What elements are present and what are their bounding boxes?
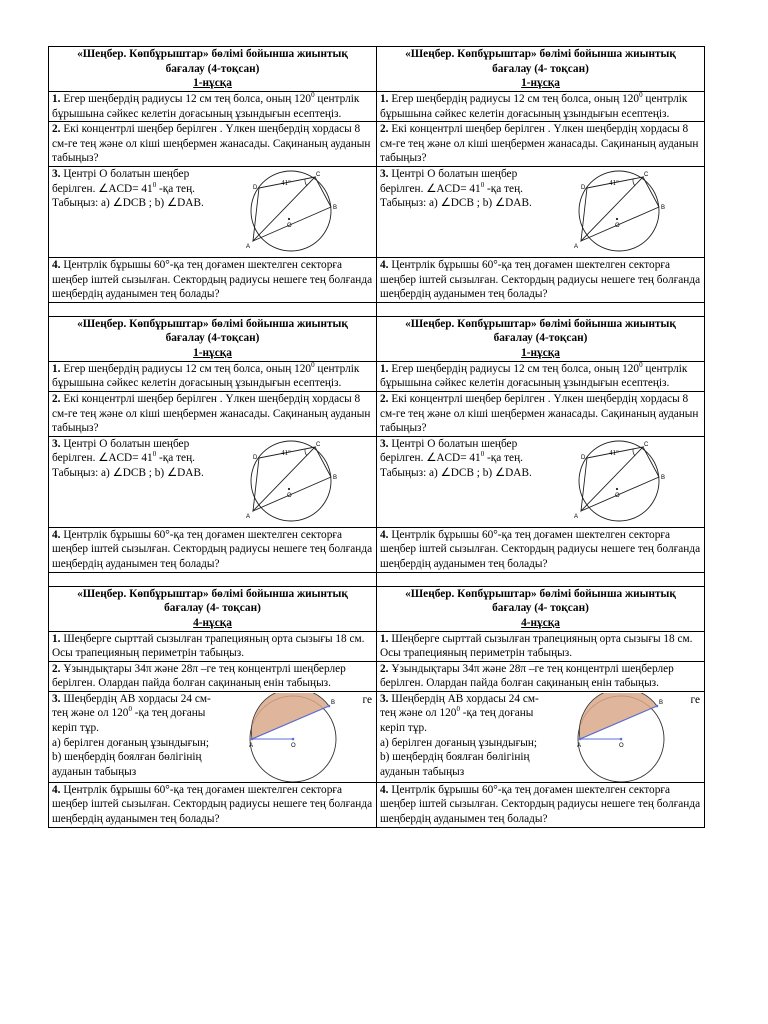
svg-text:A: A [577,742,582,749]
question-2-row [49,391,705,436]
assessment-sheet [48,46,705,828]
header-subtitle: бағалау (4-тоқсан) [165,332,260,345]
svg-text:O: O [291,742,296,749]
svg-text:41°: 41° [281,448,291,457]
wrapped-suffix: ге [690,693,700,706]
question-2: 2. Екі концентрлі шеңбер берілген . Үлкен шеңбердің хордасы 8 см-ге тең және ол кіші шеңбермен жанасады. Сақинаның ауданын табыңыз? [49,122,377,167]
question-3-row [49,691,705,782]
question-4-row [49,782,705,827]
question-2: 2. Ұзындықтары 34π және 28π –ге тең концентрлі шеңберлер берілген. Олардан пайда болған сақинаның енін табыңыз. [377,661,705,691]
svg-text:A: A [574,243,579,250]
svg-text:41°: 41° [609,178,619,187]
svg-text:D: D [253,454,258,461]
svg-text:A: A [246,243,251,250]
svg-text:O: O [619,742,624,749]
header-title: «Шеңбер. Көпбұрыштар» бөлімі бойынша жиынтық [405,317,676,330]
svg-text:41°: 41° [609,448,619,457]
question-2: 2. Ұзындықтары 34π және 28π –ге тең концентрлі шеңберлер берілген. Олардан пайда болған сақинаның енін табыңыз. [49,661,377,691]
question-4-row [49,257,705,302]
question-4: 4. Центрлік бұрышы 60°-қа тең доғамен шектелген секторға шеңбер іштей сызылған. Сектордың радиусы нешеге тең болғанда шеңбердің ауданымен тең болады? [49,782,377,827]
svg-text:O: O [287,222,292,229]
circle-inscribed-angle-figure [569,439,669,523]
card-header-right [377,586,705,631]
wrapped-suffix: ге [362,693,372,706]
question-3: 3. Центрі О болатын шеңбер берілген. ∠ACD= $41^0$ -қа тең. Табыңыз: а) ∠DCB ; b) ∠DAB. 41° D C O A B [49,166,377,257]
card-header-left [49,47,377,92]
header-subtitle: бағалау (4- тоқсан) [492,62,589,75]
question-4: 4. Центрлік бұрышы 60°-қа тең доғамен шектелген секторға шеңбер іштей сызылған. Сектордың радиусы нешеге тең болғанда шеңбердің ауданымен тең болады? [377,782,705,827]
question-3: ге 3. Шеңбердің АВ хордасы 24 см- тең және ол $120^0$ -қа тең доғаны керіп тұр. а) берілген доғаның ұзындығын; b) шеңбердің боялған бөлігінің ауданын табыңыз A B O [377,691,705,782]
question-1-row [49,361,705,391]
card-header-left [49,586,377,631]
svg-text:D: D [581,454,586,461]
question-1-row [49,92,705,122]
svg-text:B: B [661,474,666,481]
question-4: 4. Центрлік бұрышы 60°-қа тең доғамен шектелген секторға шеңбер іштей сызылған. Сектордың радиусы нешеге тең болғанда шеңбердің ауданымен тең болады? [49,527,377,572]
header-title: «Шеңбер. Көпбұрыштар» бөлімі бойынша жиынтық [405,587,676,600]
card-header-left [49,316,377,361]
card-header-right [377,47,705,92]
variant-label: 1-нұсқа [193,77,232,90]
question-4-row [49,527,705,572]
header-title: «Шеңбер. Көпбұрыштар» бөлімі бойынша жиынтық [405,48,676,60]
question-1: 1. Егер шеңбердің радиусы 12 см тең болса, оның $120^0$ центрлік бұрышына сәйкес келетін доғасының ұзындығын есептеңіз. [377,361,705,391]
circle-segment-figure [577,693,667,783]
question-4: 4. Центрлік бұрышы 60°-қа тең доғамен шектелген секторға шеңбер іштей сызылған. Сектордың радиусы нешеге тең болғанда шеңбердің ауданымен тең болады? [377,527,705,572]
question-3: 3. Центрі О болатын шеңбер берілген. ∠ACD= $41^0$ -қа тең. Табыңыз: а) ∠DCB ; b) ∠DAB. 41° D C O A B [377,436,705,527]
question-1: 1. Шеңберге сырттай сызылған трапецияның орта сызығы 18 см. Осы трапецияның периметрін табыңыз. [377,631,705,661]
question-1-row [49,631,705,661]
circle-segment-figure [249,693,339,783]
svg-text:A: A [249,742,254,749]
question-4: 4. Центрлік бұрышы 60°-қа тең доғамен шектелген секторға шеңбер іштей сызылған. Сектордың радиусы нешеге тең болғанда шеңбердің ауданымен тең болады? [49,257,377,302]
variant-label: 1-нұсқа [521,346,560,359]
question-3: ге 3. Шеңбердің АВ хордасы 24 см- тең және ол $120^0$ -қа тең доғаны керіп тұр. а) берілген доғаның ұзындығын; b) шеңбердің боялған бөлігінің ауданын табыңыз A B O [49,691,377,782]
variant-label: 4-нұсқа [193,616,232,629]
question-3: 3. Центрі О болатын шеңбер берілген. ∠ACD= $41^0$ -қа тең. Табыңыз: а) ∠DCB ; b) ∠DAB. 41° D C O A B [377,166,705,257]
svg-text:B: B [333,474,338,481]
question-1: 1. Егер шеңбердің радиусы 12 см тең болса, оның $120^0$ центрлік бұрышына сәйкес келетін доғасының ұзындығын есептеңіз. [49,92,377,122]
question-2: 2. Екі концентрлі шеңбер берілген . Үлкен шеңбердің хордасы 8 см-ге тең және ол кіші шеңбермен жанасады. Сақинаның ауданын табыңыз? [377,391,705,436]
variant-label: 1-нұсқа [521,77,560,90]
question-2: 2. Екі концентрлі шеңбер берілген . Үлкен шеңбердің хордасы 8 см-ге тең және ол кіші шеңбермен жанасады. Сақинаның ауданын табыңыз? [49,391,377,436]
svg-text:B: B [331,699,336,706]
svg-text:D: D [253,184,258,191]
circle-inscribed-angle-figure [241,439,341,523]
svg-text:41°: 41° [281,178,291,187]
question-3-row [49,436,705,527]
header-title: «Шеңбер. Көпбұрыштар» бөлімі бойынша жиынтық [77,48,348,60]
header-row [49,586,705,631]
svg-text:B: B [659,699,664,706]
question-3-row [49,166,705,257]
header-subtitle: бағалау (4-тоқсан) [165,62,260,75]
question-3: 3. Центрі О болатын шеңбер берілген. ∠ACD= $41^0$ -қа тең. Табыңыз: а) ∠DCB ; b) ∠DAB. 41° D C O A B [49,436,377,527]
card-header-right [377,316,705,361]
question-1: 1. Шеңберге сырттай сызылған трапецияның орта сызығы 18 см. Осы трапецияның периметрін табыңыз. [49,631,377,661]
question-2-row [49,122,705,167]
header-subtitle: бағалау (4- тоқсан) [164,602,261,615]
variant-label: 4-нұсқа [521,616,560,629]
question-2-row [49,661,705,691]
circle-inscribed-angle-figure [241,169,341,253]
svg-text:C: C [644,441,649,448]
question-2: 2. Екі концентрлі шеңбер берілген . Үлкен шеңбердің хордасы 8 см-ге тең және ол кіші шеңбермен жанасады. Сақинаның ауданын табыңыз? [377,122,705,167]
svg-text:B: B [333,204,338,211]
question-1: 1. Егер шеңбердің радиусы 12 см тең болса, оның $120^0$ центрлік бұрышына сәйкес келетін доғасының ұзындығын есептеңіз. [49,361,377,391]
svg-text:C: C [316,441,321,448]
spacer-row [49,302,705,316]
variant-label: 1-нұсқа [193,346,232,359]
header-title: «Шеңбер. Көпбұрыштар» бөлімі бойынша жиынтық [77,587,348,600]
svg-text:O: O [287,492,292,499]
svg-text:B: B [661,204,666,211]
svg-text:C: C [316,171,321,178]
svg-text:O: O [615,492,620,499]
svg-text:C: C [644,171,649,178]
question-4: 4. Центрлік бұрышы 60°-қа тең доғамен шектелген секторға шеңбер іштей сызылған. Сектордың радиусы нешеге тең болғанда шеңбердің ауданымен тең болады? [377,257,705,302]
header-subtitle: бағалау (4- тоқсан) [492,602,589,615]
spacer-row [49,572,705,586]
circle-inscribed-angle-figure [569,169,669,253]
header-row [49,47,705,92]
svg-text:A: A [246,513,251,520]
question-1: 1. Егер шеңбердің радиусы 12 см тең болса, оның $120^0$ центрлік бұрышына сәйкес келетін доғасының ұзындығын есептеңіз. [377,92,705,122]
svg-text:O: O [615,222,620,229]
header-title: «Шеңбер. Көпбұрыштар» бөлімі бойынша жиынтық [77,317,348,330]
svg-text:A: A [574,513,579,520]
svg-text:D: D [581,184,586,191]
header-row [49,316,705,361]
header-subtitle: бағалау (4-тоқсан) [493,332,588,345]
